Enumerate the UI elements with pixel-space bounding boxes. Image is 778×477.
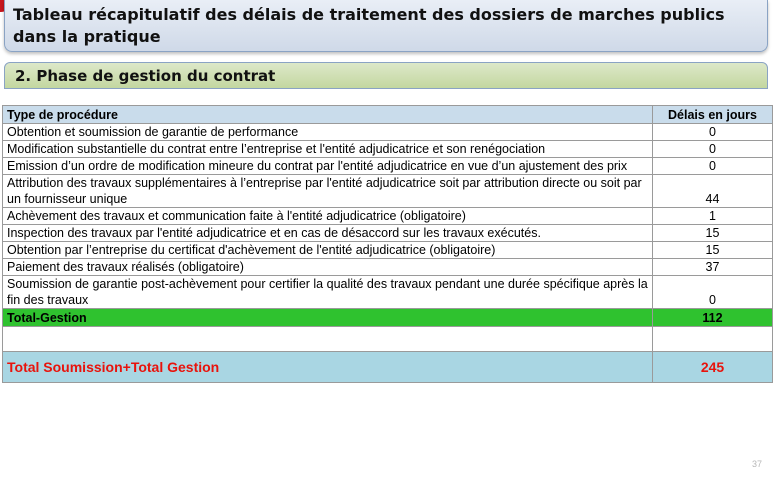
- grand-total-label: Total Soumission+Total Gestion: [3, 352, 653, 383]
- blank-cell: [653, 327, 773, 352]
- days-cell: 44: [653, 175, 773, 208]
- days-cell: 37: [653, 259, 773, 276]
- table-row: [3, 208, 773, 225]
- table-row: [3, 225, 773, 242]
- days-cell: 0: [653, 158, 773, 175]
- grand-total-row: [3, 352, 773, 383]
- procedure-cell: Emission d’un ordre de modification mineure du contrat par l'entité adjudicatrice en vue d’un ajustement des prix: [3, 158, 653, 175]
- procedure-cell: Obtention par l’entreprise du certificat d'achèvement de l'entité adjudicatrice (obligatoire): [3, 242, 653, 259]
- days-cell: 15: [653, 225, 773, 242]
- days-cell: 0: [653, 124, 773, 141]
- table-row: [3, 276, 773, 309]
- table-row: [3, 259, 773, 276]
- total-gestion-label: Total-Gestion: [3, 309, 653, 327]
- blank-cell: [3, 327, 653, 352]
- slide-title: [4, 0, 768, 52]
- table-row: [3, 175, 773, 208]
- procedure-cell: Attribution des travaux supplémentaires à l’entreprise par l'entité adjudicatrice soit par attribution directe ou soit par un fournisseur unique: [3, 175, 653, 208]
- page-number: 37: [751, 459, 762, 469]
- table-header-row: [3, 106, 773, 124]
- days-cell: 1: [653, 208, 773, 225]
- procedure-cell: Paiement des travaux réalisés (obligatoire): [3, 259, 653, 276]
- table-row: [3, 141, 773, 158]
- column-header-days: Délais en jours: [653, 106, 773, 124]
- procedure-cell: Obtention et soumission de garantie de performance: [3, 124, 653, 141]
- days-cell: 15: [653, 242, 773, 259]
- section-title: 2. Phase de gestion du contrat: [15, 67, 276, 85]
- section-header: [4, 62, 768, 89]
- grand-total-days: 245: [653, 352, 773, 383]
- days-cell: 0: [653, 276, 773, 309]
- days-cell: 0: [653, 141, 773, 158]
- table-row: [3, 124, 773, 141]
- procedure-cell: Achèvement des travaux et communication faite à l'entité adjudicatrice (obligatoire): [3, 208, 653, 225]
- delays-table: [2, 105, 773, 383]
- column-header-procedure: Type de procédure: [3, 106, 653, 124]
- procedure-cell: Inspection des travaux par l'entité adjudicatrice et en cas de désaccord sur les travaux exécutés.: [3, 225, 653, 242]
- table-row: [3, 158, 773, 175]
- slide-title-text: Tableau récapitulatif des délais de traitement des dossiers de marches publics dans la pratique: [13, 5, 725, 46]
- procedure-cell: Soumission de garantie post-achèvement pour certifier la qualité des travaux pendant une durée spécifique après la fin des travaux: [3, 276, 653, 309]
- total-gestion-days: 112: [653, 309, 773, 327]
- blank-row: [3, 327, 773, 352]
- table-row: [3, 242, 773, 259]
- procedure-cell: Modification substantielle du contrat entre l’entreprise et l'entité adjudicatrice et son renégociation: [3, 141, 653, 158]
- total-gestion-row: [3, 309, 773, 327]
